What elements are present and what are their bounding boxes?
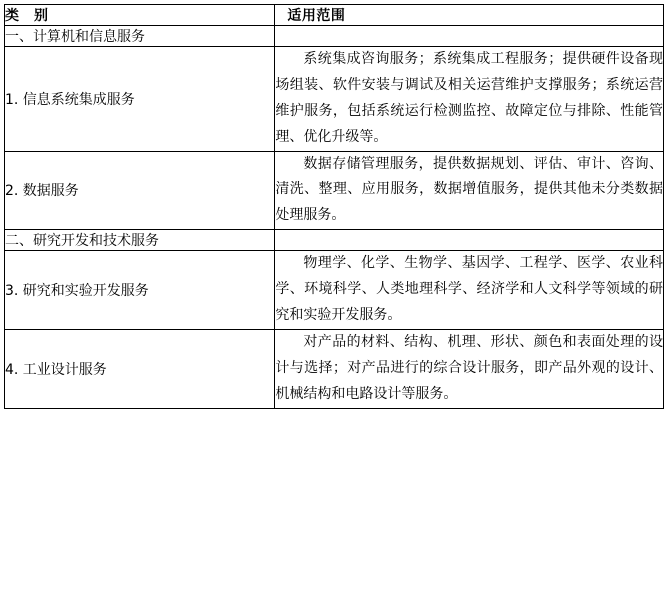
row-category: 3. 研究和实验开发服务 (5, 251, 275, 330)
row-scope (275, 329, 664, 408)
table-row (5, 26, 664, 47)
header-scope: 适用范围 (275, 5, 664, 26)
row-category: 2. 数据服务 (5, 151, 275, 230)
table-row (5, 251, 664, 330)
row-category: 一、计算机和信息服务 (5, 26, 275, 47)
table-row (5, 230, 664, 251)
table-row (5, 47, 664, 152)
row-scope (275, 230, 664, 251)
row-category: 4. 工业设计服务 (5, 329, 275, 408)
row-scope-text: 物理学、化学、生物学、基因学、工程学、医学、农业科学、环境科学、人类地理科学、经济学和人文科学等领域的研究和实验开发服务。 (275, 255, 663, 324)
table-row (5, 151, 664, 230)
row-scope-text: 对产品的材料、结构、机理、形状、颜色和表面处理的设计与选择；对产品进行的综合设计服务，即产品外观的设计、机械结构和电路设计等服务。 (275, 333, 663, 402)
table-row (5, 329, 664, 408)
row-scope (275, 251, 664, 330)
table-header-row (5, 5, 664, 26)
row-scope-text: 系统集成咨询服务；系统集成工程服务；提供硬件设备现场组装、软件安装与调试及相关运营维护支撑服务；系统运营维护服务，包括系统运行检测监控、故障定位与排除、性能管理、优化升级等。 (275, 51, 663, 145)
header-category: 类 别 (5, 5, 275, 26)
service-category-table (4, 4, 664, 409)
row-scope (275, 26, 664, 47)
row-category: 二、研究开发和技术服务 (5, 230, 275, 251)
row-scope (275, 47, 664, 152)
row-scope-text: 数据存储管理服务，提供数据规划、评估、审计、咨询、清洗、整理、应用服务，数据增值服务，提供其他未分类数据处理服务。 (275, 155, 663, 224)
row-scope (275, 151, 664, 230)
row-category: 1. 信息系统集成服务 (5, 47, 275, 152)
